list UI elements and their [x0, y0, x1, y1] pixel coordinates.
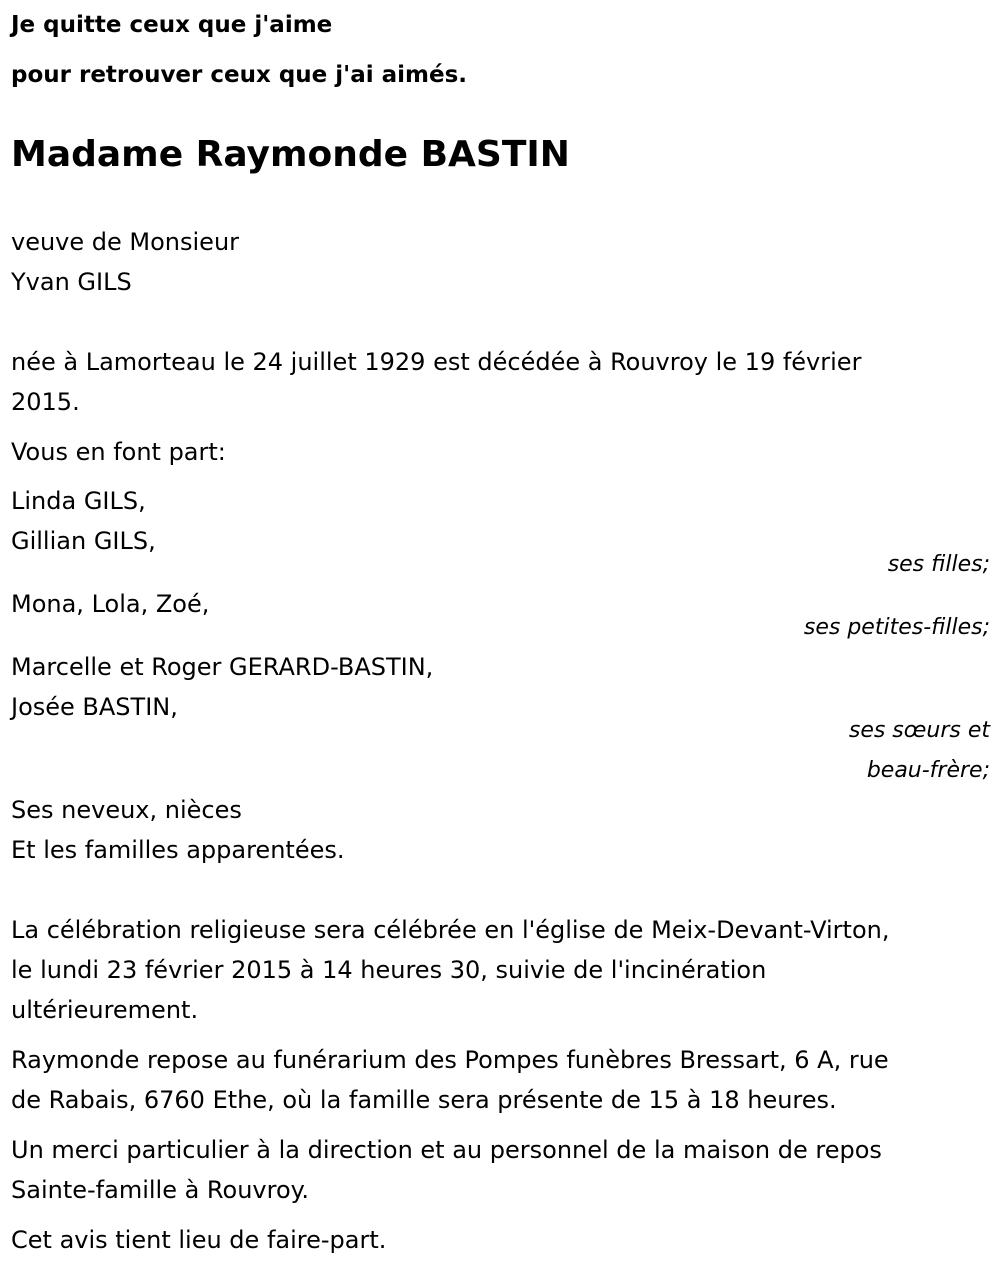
ceremony-line-3: ultérieurement. [11, 996, 199, 1024]
funerarium-line-1: Raymonde repose au funérarium des Pompes funèbres Bressart, 6 A, rue [11, 1046, 889, 1074]
granddaughters-label: ses petites-filles; [803, 615, 990, 640]
granddaughters: Mona, Lola, Zoé, [11, 590, 210, 618]
closing-text: Cet avis tient lieu de faire-part. [11, 1226, 387, 1254]
thanks-line-1: Un merci particulier à la direction et au personnel de la maison de repos [11, 1136, 882, 1164]
birth-death-line-2: 2015. [11, 388, 80, 416]
daughter-2: Gillian GILS, [11, 527, 156, 555]
others-line-2: Et les familles apparentées. [11, 836, 345, 864]
sisters-label-1: ses sœurs et [848, 718, 990, 743]
daughter-1: Linda GILS, [11, 487, 146, 515]
widow-line-2: Yvan GILS [11, 268, 132, 296]
ceremony-line-1: La célébration religieuse sera célébrée en l'église de Meix-Devant-Virton, [11, 916, 890, 944]
daughters-label: ses filles; [887, 552, 990, 577]
funerarium-line-2: de Rabais, 6760 Ethe, où la famille sera présente de 15 à 18 heures. [11, 1086, 837, 1114]
quote-line-1: Je quitte ceux que j'aime [11, 12, 333, 38]
sister-1: Marcelle et Roger GERARD-BASTIN, [11, 653, 434, 681]
quote-line-2: pour retrouver ceux que j'ai aimés. [11, 62, 468, 88]
ceremony-line-2: le lundi 23 février 2015 à 14 heures 30, suivie de l'incinération [11, 956, 767, 984]
widow-line-1: veuve de Monsieur [11, 228, 240, 256]
sisters-label-2: beau-frère; [866, 758, 990, 783]
sister-2: Josée BASTIN, [11, 693, 178, 721]
birth-death-line-1: née à Lamorteau le 24 juillet 1929 est décédée à Rouvroy le 19 février [11, 348, 862, 376]
thanks-line-2: Sainte-famille à Rouvroy. [11, 1176, 310, 1204]
others-line-1: Ses neveux, nièces [11, 796, 242, 824]
deceased-name: Madame Raymonde BASTIN [11, 134, 570, 175]
announce-text: Vous en font part: [11, 438, 226, 466]
